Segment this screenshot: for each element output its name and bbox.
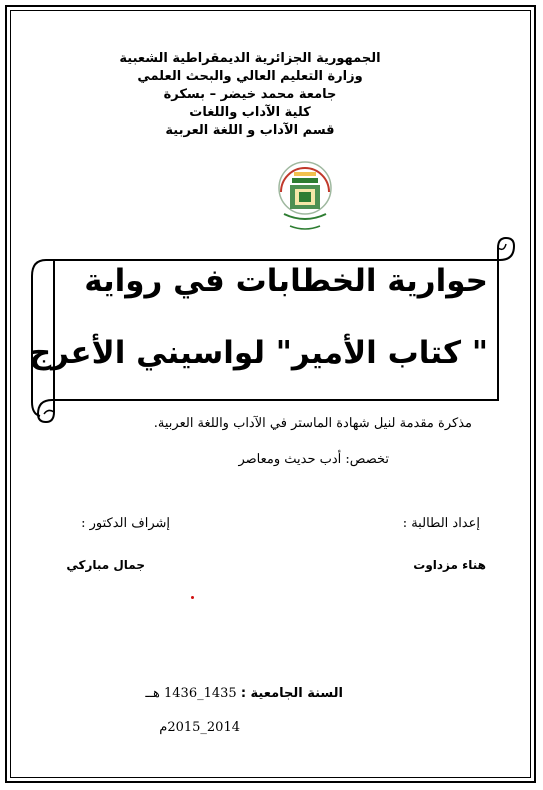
specialization: تخصص: أدب حديث ومعاصر xyxy=(238,452,389,467)
header-line-university: جامعة محمد خيضر – بسكرة xyxy=(163,87,337,102)
header-line-republic: الجمهورية الجزائرية الديمقراطية الشعبية xyxy=(119,51,381,66)
institution-header xyxy=(100,50,400,140)
prepared-by-label: إعداد الطالبة : xyxy=(402,516,480,531)
header-line-ministry: وزارة التعليم العالي والبحث العلمي xyxy=(137,69,363,84)
header-line-department: قسم الآداب و اللغة العربية xyxy=(165,123,335,138)
university-logo-icon xyxy=(276,158,334,236)
thesis-title-line-2: " كتاب الأمير" لواسيني الأعرج xyxy=(28,335,488,371)
gregorian-year: 2014_2015م xyxy=(159,720,240,735)
red-dot-mark xyxy=(191,596,194,599)
supervisor-name: جمال مباركي xyxy=(66,558,145,572)
academic-year xyxy=(145,686,343,701)
supervisor-label: إشراف الدكتور : xyxy=(81,516,170,531)
memo-description: مذكرة مقدمة لنيل شهادة الماستر في الآداب واللغة العربية. xyxy=(153,416,472,431)
academic-year-label: السنة الجامعية : xyxy=(240,686,343,701)
student-name: هناء مزداوت xyxy=(413,558,486,572)
academic-year-value: 1435_1436 هــ xyxy=(145,686,237,701)
header-line-faculty: كلية الآداب واللغات xyxy=(189,105,311,120)
thesis-title-line-1: حوارية الخطابات في رواية xyxy=(84,263,488,299)
